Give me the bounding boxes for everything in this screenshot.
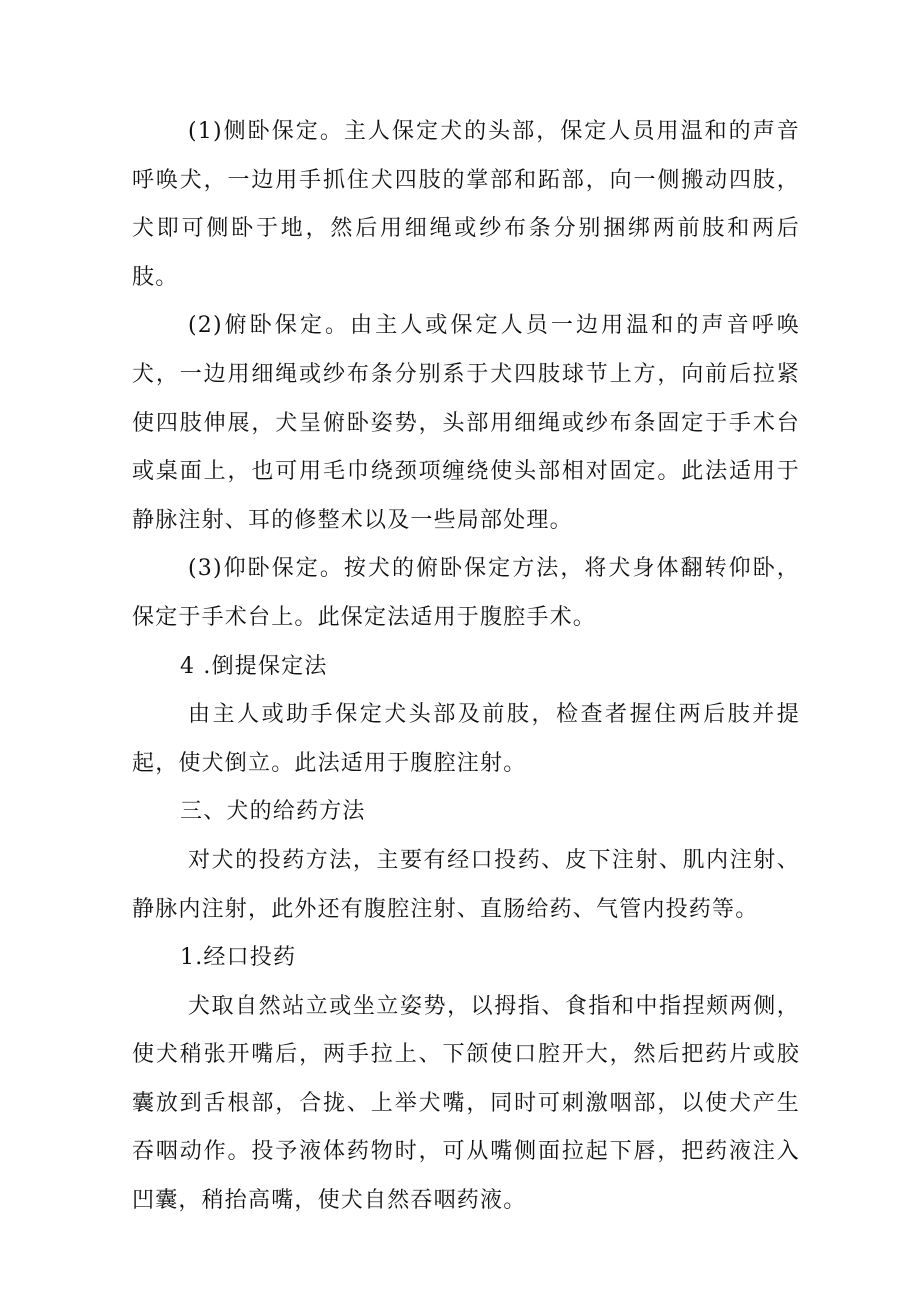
paragraph-oral-administration: 犬取自然站立或坐立姿势，以拇指、食指和中指捏颊两侧，使犬稍张开嘴后，两手拉上、下颌使口腔开大，然后把药片或胶囊放到舌根部，合拢、上举犬嘴，同时可刺激咽部，以使犬产生吞咽动作。投予液体药物时，可从嘴侧面拉起下唇，把药液注入凹囊，稍抬高嘴，使犬自然吞咽药液。 <box>132 993 800 1214</box>
paragraph-inverted-restraint: 由主人或助手保定犬头部及前肢，检查者握住两后肢并提起，使犬倒立。此法适用于腹腔注射。 <box>132 702 800 776</box>
paragraph-supine-restraint: (3)仰卧保定。按犬的俯卧保定方法，将犬身体翻转仰卧，保定于手术台上。此保定法适用于腹腔手术。 <box>132 556 800 630</box>
heading-administration-methods: 三、犬的给药方法 <box>180 799 366 825</box>
document-body <box>132 108 800 1226</box>
heading-oral-administration: 1.经口投药 <box>180 945 297 971</box>
paragraph-administration-overview: 对犬的投药方法，主要有经口投药、皮下注射、肌内注射、静脉内注射，此外还有腹腔注射、直肠给药、气管内投药等。 <box>132 847 800 922</box>
heading-inverted-restraint: 4 .倒提保定法 <box>180 653 328 679</box>
paragraph-lateral-restraint: (1)侧卧保定。主人保定犬的头部，保定人员用温和的声音呼唤犬，一边用手抓住犬四肢的掌部和跖部，向一侧搬动四肢，犬即可侧卧于地，然后用细绳或纱布条分别捆绑两前肢和两后肢。 <box>132 119 800 290</box>
paragraph-prone-restraint: (2)俯卧保定。由主人或保定人员一边用温和的声音呼唤犬，一边用细绳或纱布条分别系于犬四肢球节上方，向前后拉紧使四肢伸展，犬呈俯卧姿势，头部用细绳或纱布条固定于手术台或桌面上，也可用毛巾绕颈项缠绕使头部相对固定。此法适用于静脉注射、耳的修整术以及一些局部处理。 <box>132 313 800 533</box>
